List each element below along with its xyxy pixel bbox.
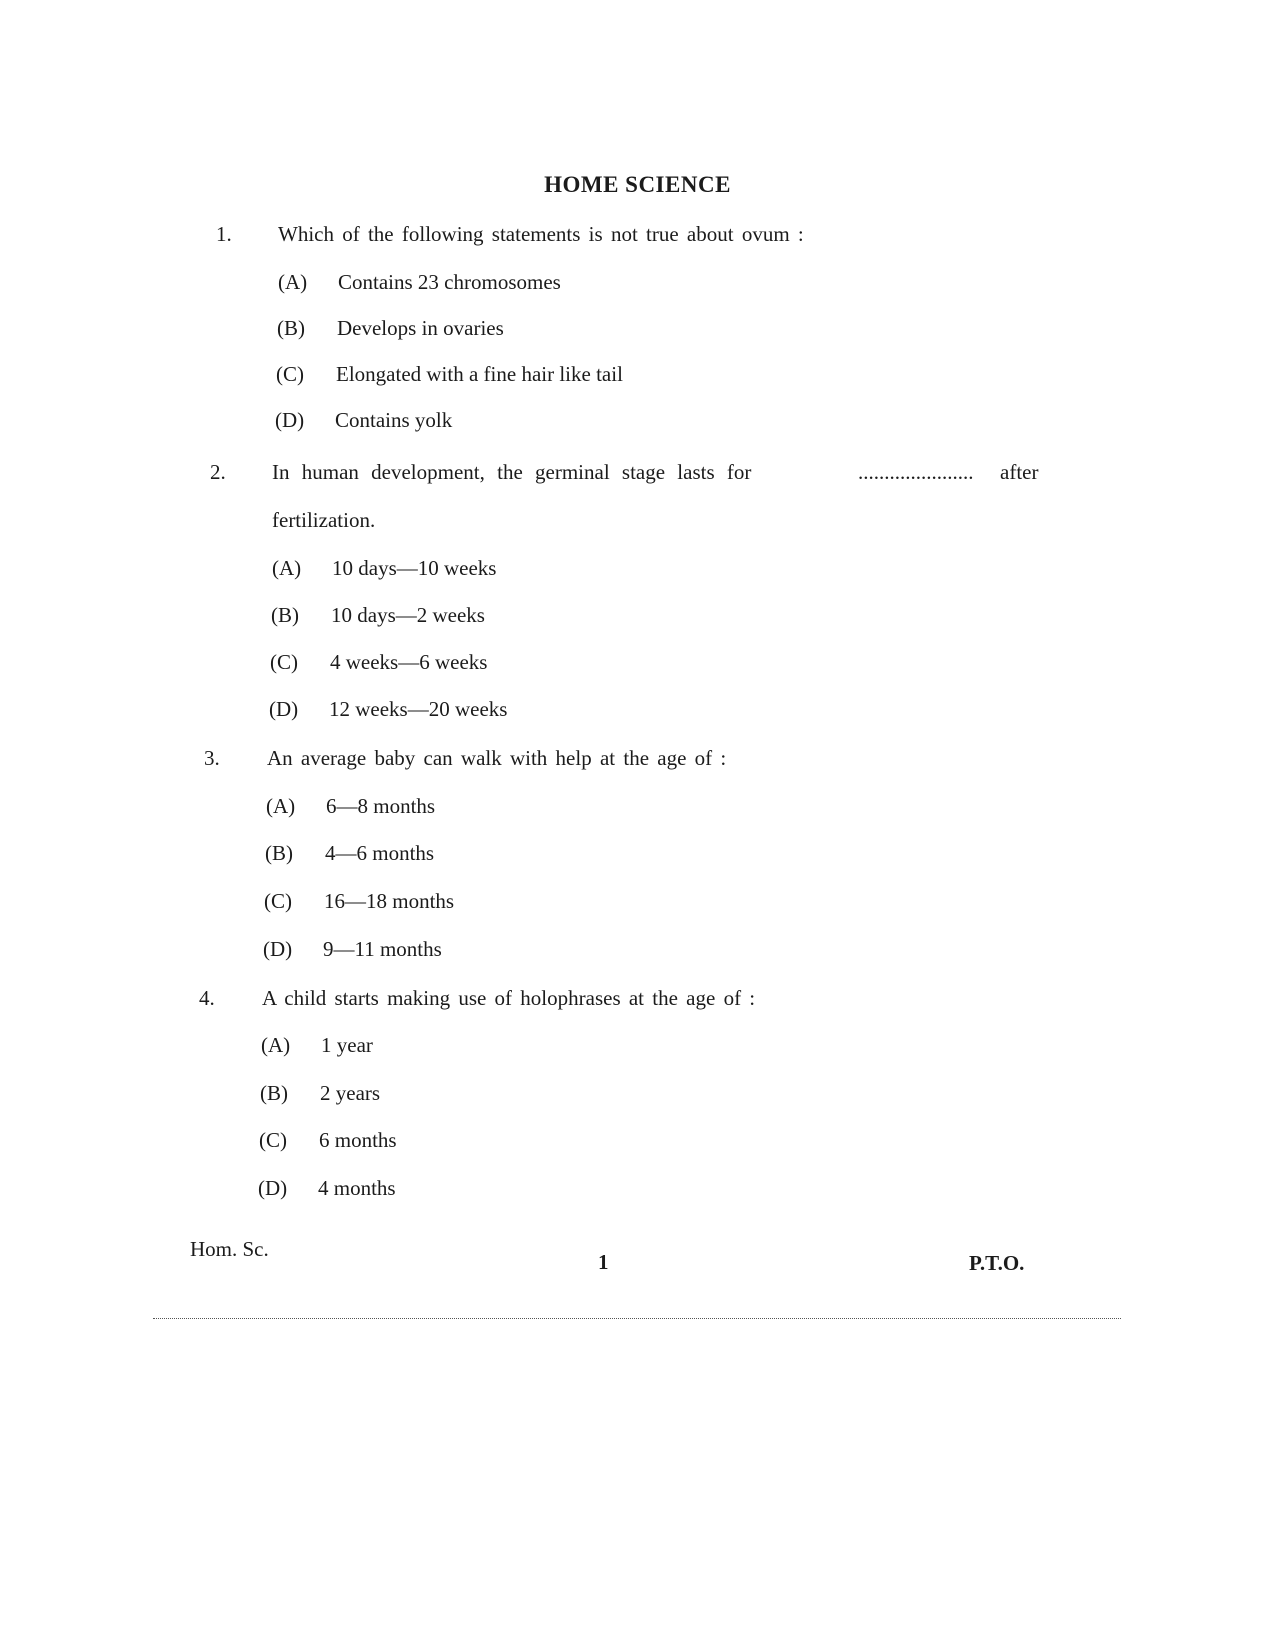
question-number: 1. — [216, 222, 232, 246]
option-label: (D) — [258, 1176, 288, 1200]
option-text: 6 months — [319, 1128, 397, 1152]
question-number: 2. — [210, 460, 226, 484]
option-text: 2 years — [320, 1081, 381, 1105]
option-label: (B) — [260, 1081, 288, 1105]
option-label: (D) — [269, 697, 299, 721]
option-text: 4 weeks—6 weeks — [330, 650, 488, 674]
option-text: 1 year — [321, 1033, 373, 1057]
option-label: (A) — [272, 556, 302, 580]
footer-pto: P.T.O. — [969, 1251, 1025, 1275]
question-text-after: after — [1000, 460, 1039, 484]
option-label: (B) — [271, 603, 299, 627]
answer-blank: ...................... — [858, 460, 974, 484]
option-label: (D) — [263, 937, 293, 961]
question-number: 3. — [204, 746, 220, 770]
option-label: (C) — [264, 889, 292, 913]
option-label: (B) — [265, 841, 293, 865]
question-text: An average baby can walk with help at the age of : — [267, 746, 727, 770]
option-text: 9—11 months — [323, 937, 442, 961]
option-text: 12 weeks—20 weeks — [329, 697, 508, 721]
option-label: (A) — [278, 270, 308, 294]
option-label: (A) — [266, 794, 296, 818]
option-label: (C) — [276, 362, 304, 386]
page-title: HOME SCIENCE — [544, 172, 731, 197]
option-text: 4 months — [318, 1176, 396, 1200]
option-text: Elongated with a fine hair like tail — [336, 362, 623, 386]
footer-divider — [153, 1318, 1121, 1319]
option-text: Contains 23 chromosomes — [338, 270, 561, 294]
option-text: 10 days—2 weeks — [331, 603, 485, 627]
option-label: (D) — [275, 408, 305, 432]
option-text: Contains yolk — [335, 408, 453, 432]
page-number: 1 — [598, 1250, 609, 1274]
question-number: 4. — [199, 986, 215, 1010]
option-text: 16—18 months — [324, 889, 455, 913]
option-label: (B) — [277, 316, 305, 340]
option-text: 4—6 months — [325, 841, 435, 865]
option-label: (C) — [270, 650, 298, 674]
question-text-continuation: fertilization. — [272, 508, 376, 532]
question-text: Which of the following statements is not true about ovum : — [278, 222, 804, 246]
question-text — [272, 460, 751, 485]
option-text: 6—8 months — [326, 794, 436, 818]
question-text: A child starts making use of holophrases at the age of : — [262, 986, 756, 1010]
option-text: 10 days—10 weeks — [332, 556, 497, 580]
option-label: (A) — [261, 1033, 291, 1057]
option-text: Develops in ovaries — [337, 316, 504, 340]
question-text-before: In human development, the germinal stage lasts for — [272, 460, 752, 484]
option-label: (C) — [259, 1128, 287, 1152]
footer-subject-code: Hom. Sc. — [190, 1237, 269, 1261]
